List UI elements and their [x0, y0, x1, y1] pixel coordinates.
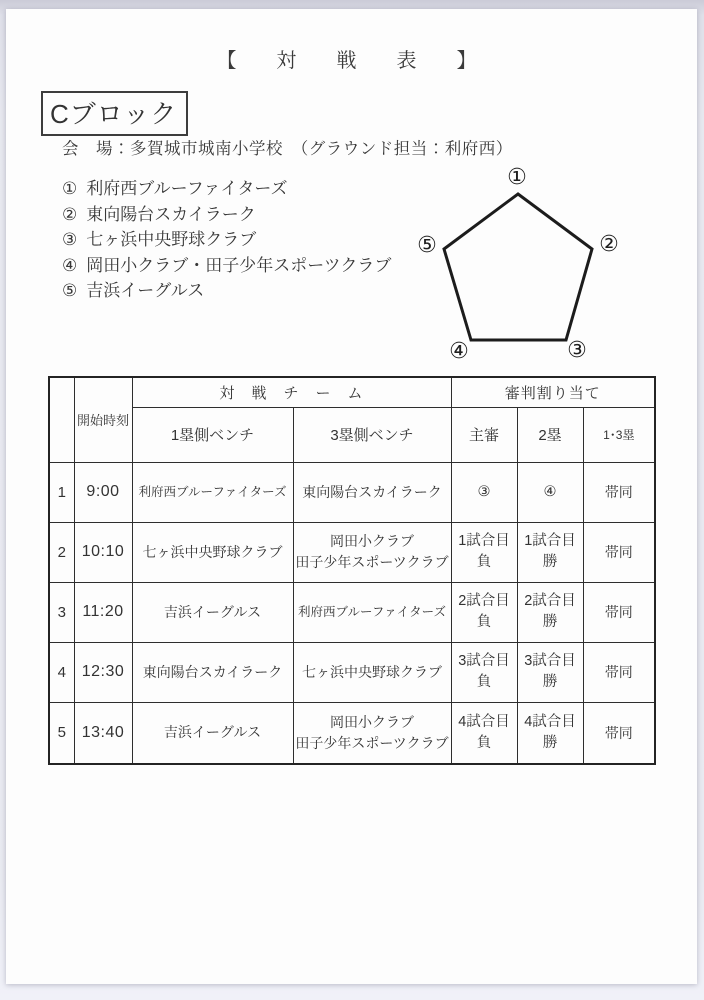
header-first-third-base: 1･3塁	[583, 407, 655, 462]
first-third-base-cell: 帯同	[583, 702, 655, 764]
header-bench3: 3塁側ベンチ	[293, 407, 451, 462]
bench1-team: 吉浜イーグルス	[132, 582, 293, 642]
second-base-cell: ④	[517, 462, 583, 522]
table-header-sub-row	[49, 407, 655, 462]
game-number: 3	[49, 582, 74, 642]
header-chief-umpire: 主審	[451, 407, 517, 462]
team-name: 七ヶ浜中央野球クラブ	[86, 230, 257, 249]
bench3-team: 利府西ブルーファイターズ	[293, 582, 451, 642]
table-row	[49, 522, 655, 582]
venue-line: 会 場：多賀城市城南小学校 （グラウンド担当：利府西）	[62, 140, 513, 158]
document-page	[6, 9, 697, 984]
pentagon-vertex-label-4: ④	[449, 338, 469, 363]
team-number: ⑤	[62, 281, 78, 300]
header-teams-group: 対 戦 チ ー ム	[132, 377, 451, 407]
first-third-base-cell: 帯同	[583, 522, 655, 582]
team-number: ②	[62, 204, 78, 224]
team-name: 岡田小クラブ・田子少年スポーツクラブ	[86, 255, 392, 275]
pentagon-vertex-label-5: ⑤	[417, 232, 437, 257]
team-number: ③	[62, 230, 78, 249]
schedule-table	[48, 376, 656, 765]
table-row	[49, 702, 655, 764]
header-start-time: 開始時刻	[74, 377, 132, 462]
game-number: 2	[49, 522, 74, 582]
table-row	[49, 642, 655, 702]
start-time: 13:40	[74, 702, 132, 764]
team-list-item	[62, 227, 391, 253]
team-name: 利府西ブルーファイターズ	[86, 179, 288, 198]
bench3-team: 七ヶ浜中央野球クラブ	[293, 642, 451, 702]
bench1-team: 吉浜イーグルス	[132, 702, 293, 764]
pentagon-vertex-label-3: ③	[567, 337, 587, 362]
team-list-item	[62, 253, 391, 279]
block-label: Cブロック	[41, 91, 188, 136]
second-base-cell: 3試合目 勝	[517, 642, 583, 702]
bench3-team: 岡田小クラブ 田子少年スポーツクラブ	[293, 702, 451, 764]
team-list	[62, 176, 391, 304]
first-third-base-cell: 帯同	[583, 642, 655, 702]
first-third-base-cell: 帯同	[583, 582, 655, 642]
second-base-cell: 1試合目 勝	[517, 522, 583, 582]
team-name: 東向陽台スカイラーク	[86, 204, 256, 224]
header-umpires-group: 審判割り当て	[451, 377, 655, 407]
pentagon-vertex-label-2: ②	[599, 231, 619, 256]
bench3-team: 東向陽台スカイラーク	[293, 462, 451, 522]
game-number: 4	[49, 642, 74, 702]
team-number: ④	[62, 255, 78, 275]
chief-umpire-cell: 4試合目 負	[451, 702, 517, 764]
second-base-cell: 4試合目 勝	[517, 702, 583, 764]
header-second-base: 2塁	[517, 407, 583, 462]
bench1-team: 東向陽台スカイラーク	[132, 642, 293, 702]
pentagon-vertex-label-1: ①	[507, 164, 527, 189]
chief-umpire-cell: ③	[451, 462, 517, 522]
team-list-item	[62, 202, 391, 228]
pentagon-diagram	[417, 164, 630, 369]
team-list-item	[62, 278, 391, 304]
schedule-table-wrap	[48, 376, 656, 765]
start-time: 9:00	[74, 462, 132, 522]
game-number: 5	[49, 702, 74, 764]
bench3-team: 岡田小クラブ 田子少年スポーツクラブ	[293, 522, 451, 582]
page-title: 【 対 戦 表 】	[216, 50, 487, 72]
second-base-cell: 2試合目 勝	[517, 582, 583, 642]
start-time: 12:30	[74, 642, 132, 702]
first-third-base-cell: 帯同	[583, 462, 655, 522]
header-bench1: 1塁側ベンチ	[132, 407, 293, 462]
chief-umpire-cell: 2試合目 負	[451, 582, 517, 642]
table-row	[49, 462, 655, 522]
chief-umpire-cell: 3試合目 負	[451, 642, 517, 702]
table-row	[49, 582, 655, 642]
table-header-group-row	[49, 377, 655, 407]
team-number: ①	[62, 179, 78, 198]
bench1-team: 七ヶ浜中央野球クラブ	[132, 522, 293, 582]
team-list-item	[62, 176, 391, 202]
start-time: 11:20	[74, 582, 132, 642]
chief-umpire-cell: 1試合目 負	[451, 522, 517, 582]
team-name: 吉浜イーグルス	[86, 281, 205, 300]
game-number: 1	[49, 462, 74, 522]
header-row-number	[49, 377, 74, 462]
bench1-team: 利府西ブルーファイターズ	[132, 462, 293, 522]
start-time: 10:10	[74, 522, 132, 582]
